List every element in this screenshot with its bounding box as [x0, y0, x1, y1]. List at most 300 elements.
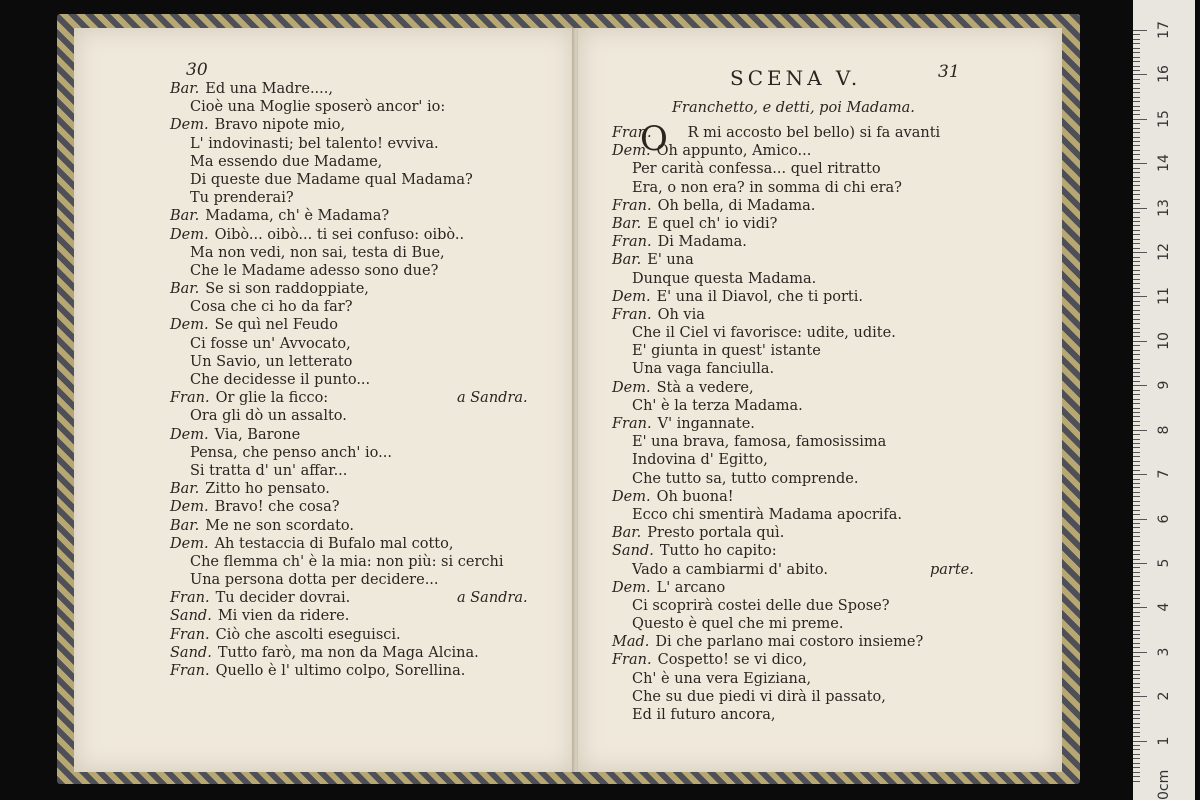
speaker-name: Mad.	[612, 634, 650, 651]
speaker-name: Dem.	[612, 579, 651, 596]
ruler-tick	[1133, 39, 1140, 40]
ruler-tick	[1133, 163, 1147, 164]
text-line	[612, 397, 1052, 415]
text-line	[170, 662, 560, 680]
ruler-tick	[1133, 425, 1140, 426]
ruler-tick	[1133, 501, 1140, 502]
stage-direction: a Sandra.	[457, 390, 528, 407]
line-text: Cosa che ci ho da far?	[190, 299, 353, 316]
ruler-tick	[1133, 194, 1140, 195]
ruler-tick	[1133, 376, 1140, 377]
speaker-name: Bar.	[170, 208, 200, 225]
ruler-tick	[1133, 30, 1147, 31]
text-line	[612, 415, 1052, 433]
text-line	[612, 379, 1052, 397]
ruler-tick	[1133, 225, 1140, 226]
ruler-tick	[1133, 514, 1140, 515]
stage-direction: parte.	[930, 561, 974, 578]
ruler-tick	[1133, 741, 1147, 742]
speaker-name: Bar.	[612, 525, 642, 542]
ruler-tick	[1133, 776, 1140, 777]
ruler-tick	[1133, 576, 1140, 577]
speaker-name: Sand.	[612, 543, 654, 560]
speaker-name: Bar.	[170, 481, 200, 498]
line-text: R mi accosto bel bello) si fa avanti	[687, 125, 941, 141]
line-text: Cospetto! se vi dico,	[657, 652, 807, 669]
ruler-tick	[1133, 665, 1140, 666]
ruler-tick	[1133, 368, 1140, 369]
ruler-number: 13	[1156, 198, 1172, 217]
ruler-tick	[1133, 141, 1140, 142]
line-text: Una persona dotta per decidere...	[190, 572, 439, 589]
line-text: Ci scoprirà costei delle due Spose?	[632, 597, 890, 614]
line-text: Cioè una Moglie sposerò ancor' io:	[190, 99, 446, 116]
ruler-tick	[1133, 456, 1140, 457]
text-line	[612, 706, 1052, 724]
ruler-tick	[1133, 594, 1140, 595]
text-line	[170, 553, 560, 571]
text-line	[170, 644, 560, 662]
speaker-name: Sand.	[170, 608, 212, 625]
ruler-tick	[1133, 638, 1140, 639]
line-text: Ci fosse un' Avvocato,	[190, 335, 351, 352]
ruler-tick	[1133, 607, 1147, 608]
ruler-tick	[1133, 52, 1140, 53]
speaker-name: Fran.	[170, 590, 210, 607]
ruler-tick	[1133, 749, 1140, 750]
ruler-tick	[1133, 252, 1147, 253]
text-line	[612, 160, 1052, 178]
ruler-tick	[1133, 345, 1140, 346]
ruler-tick	[1133, 603, 1140, 604]
ruler-tick	[1133, 217, 1140, 218]
ruler-number: 10	[1156, 331, 1172, 350]
ruler-tick	[1133, 505, 1140, 506]
ruler-tick	[1133, 385, 1147, 386]
ruler-number: 14	[1156, 154, 1172, 173]
ruler-tick	[1133, 550, 1140, 551]
right-page-number: 31	[938, 62, 960, 82]
ruler-tick	[1133, 350, 1140, 351]
line-text: Oh buona!	[656, 488, 734, 505]
ruler-tick	[1133, 532, 1140, 533]
text-line	[612, 688, 1052, 706]
text-line	[612, 179, 1052, 197]
text-line	[612, 524, 1052, 542]
line-text: Ma essendo due Madame,	[190, 153, 383, 170]
ruler-tick	[1133, 123, 1140, 124]
ruler-tick	[1133, 563, 1147, 564]
ruler-tick	[1133, 434, 1140, 435]
text-line	[612, 433, 1052, 451]
ruler-tick	[1133, 487, 1140, 488]
ruler-tick	[1133, 172, 1140, 173]
text-line	[170, 371, 560, 389]
line-text: Che flemma ch' è la mia: non più: si cerchi	[190, 553, 504, 570]
ruler-tick	[1133, 523, 1140, 524]
ruler-tick	[1133, 145, 1140, 146]
text-line	[612, 360, 1052, 378]
ruler-tick	[1133, 154, 1140, 155]
ruler-tick	[1133, 581, 1140, 582]
text-line	[170, 498, 560, 516]
line-text: Se quì nel Feudo	[214, 317, 338, 334]
ruler-tick	[1133, 279, 1140, 280]
line-text: E' una il Diavol, che ti porti.	[656, 288, 863, 305]
line-text: Presto portala quì.	[647, 525, 785, 542]
ruler-tick	[1133, 181, 1140, 182]
ruler-tick	[1133, 541, 1140, 542]
line-text: Quello è l' ultimo colpo, Sorellina.	[215, 663, 466, 679]
text-line	[170, 444, 560, 462]
ruler-number: 11	[1156, 287, 1172, 306]
line-text: Madama, ch' è Madama?	[205, 208, 390, 225]
line-text: Di che parlano mai costoro insieme?	[655, 634, 924, 651]
ruler-tick	[1133, 559, 1140, 560]
ruler-tick	[1133, 57, 1140, 58]
text-line	[612, 579, 1052, 597]
ruler-tick	[1133, 439, 1140, 440]
ruler-number: 16	[1156, 65, 1172, 84]
ruler-tick	[1133, 314, 1140, 315]
ruler-tick	[1133, 736, 1140, 737]
text-line	[612, 470, 1052, 488]
line-text: Ora gli dò un assalto.	[190, 408, 347, 425]
ruler-tick	[1133, 336, 1140, 337]
text-line	[612, 542, 1052, 560]
ruler-tick	[1133, 79, 1140, 80]
line-text: Dunque questa Madama.	[632, 270, 817, 287]
ruler-tick	[1133, 34, 1140, 35]
ruler-tick	[1133, 159, 1140, 160]
line-text: Tutto farò, ma non da Maga Alcina.	[217, 644, 479, 661]
ruler-tick	[1133, 479, 1140, 480]
line-text: Questo è quel che mi preme.	[632, 616, 844, 633]
text-line	[612, 233, 1052, 251]
line-text: L' indovinasti; bel talento! evviva.	[190, 135, 439, 152]
ruler-tick	[1133, 470, 1140, 471]
speaker-name: Dem.	[170, 499, 209, 516]
line-text: Che su due piedi vi dirà il passato,	[632, 688, 886, 705]
text-line	[612, 488, 1052, 506]
text-line	[170, 135, 560, 153]
ruler-tick	[1133, 527, 1140, 528]
ruler-tick	[1133, 257, 1140, 258]
line-text: Una vaga fanciulla.	[632, 361, 775, 378]
ruler-tick	[1133, 150, 1140, 151]
text-line	[170, 571, 560, 589]
line-text: E' una brava, famosa, famosissima	[632, 434, 887, 451]
ruler-tick	[1133, 443, 1140, 444]
ruler-tick	[1133, 465, 1140, 466]
ruler-tick	[1133, 496, 1140, 497]
ruler-tick	[1133, 88, 1140, 89]
ruler-tick	[1133, 70, 1140, 71]
ruler-tick	[1133, 519, 1147, 520]
ruler-tick	[1133, 203, 1140, 204]
ruler-tick	[1133, 625, 1140, 626]
speaker-name: Dem.	[170, 117, 209, 134]
text-line	[612, 506, 1052, 524]
text-line	[170, 335, 560, 353]
ruler-tick	[1133, 652, 1147, 653]
ruler-tick	[1133, 296, 1147, 297]
scene-heading: SCENA V.	[730, 66, 862, 90]
ruler-tick	[1133, 74, 1147, 75]
ruler-tick	[1133, 674, 1140, 675]
ruler-tick	[1133, 758, 1140, 759]
ruler-tick	[1133, 372, 1140, 373]
ruler-tick	[1133, 545, 1140, 546]
ruler-tick	[1133, 727, 1140, 728]
text-line	[612, 651, 1052, 669]
line-text: Di Madama.	[657, 234, 747, 251]
ruler-tick	[1133, 781, 1140, 782]
text-line	[170, 280, 560, 298]
ruler-tick	[1133, 114, 1140, 115]
line-text: Ed una Madre....,	[205, 81, 333, 97]
speaker-name: Fran.	[612, 234, 652, 251]
speaker-name: Bar.	[612, 252, 642, 269]
text-line	[612, 197, 1052, 215]
text-line	[170, 535, 560, 553]
text-line	[612, 288, 1052, 306]
line-text: Si tratta d' un' affar...	[190, 462, 348, 479]
drop-cap: O	[640, 119, 668, 159]
ruler-tick	[1133, 647, 1140, 648]
ruler-tick	[1133, 234, 1140, 235]
text-line	[170, 426, 560, 444]
ruler-tick	[1133, 683, 1140, 684]
text-line	[170, 353, 560, 371]
ruler-tick	[1133, 212, 1140, 213]
text-line	[170, 189, 560, 207]
line-text: Un Savio, un letterato	[190, 353, 353, 370]
ruler-tick	[1133, 332, 1140, 333]
ruler-tick	[1133, 101, 1140, 102]
ruler-tick	[1133, 687, 1140, 688]
ruler-tick	[1133, 772, 1140, 773]
text-line	[170, 589, 560, 607]
text-line	[170, 98, 560, 116]
line-text: Oibò... oibò... ti sei confuso: oibò..	[214, 226, 465, 243]
ruler-tick	[1133, 732, 1140, 733]
speaker-name: Bar.	[612, 215, 642, 232]
line-text: Tu prenderai?	[190, 190, 294, 207]
speaker-name: Fran.	[612, 416, 652, 432]
ruler-tick	[1133, 416, 1140, 417]
ruler-tick	[1133, 283, 1140, 284]
speaker-name: Dem.	[612, 288, 651, 305]
line-text: Oh via	[657, 306, 705, 323]
text-line	[612, 670, 1052, 688]
scene-characters: Franchetto, e detti, poi Madama.	[672, 100, 915, 116]
line-text: Che decidesse il punto...	[190, 372, 371, 388]
ruler-tick	[1133, 119, 1147, 120]
stage-direction: a Sandra.	[457, 590, 528, 607]
text-line	[170, 517, 560, 535]
text-line	[170, 80, 560, 98]
ruler-tick	[1133, 106, 1140, 107]
ruler-tick	[1133, 696, 1147, 697]
speaker-name: Fran.	[612, 197, 652, 214]
ruler-tick	[1133, 408, 1140, 409]
line-text: Bravo! che cosa?	[214, 499, 340, 516]
line-text: Mi vien da ridere.	[217, 608, 350, 625]
ruler-tick	[1133, 43, 1140, 44]
ruler-tick	[1133, 66, 1140, 67]
ruler-tick	[1133, 394, 1140, 395]
text-line	[612, 633, 1052, 651]
speaker-name: Fran.	[170, 390, 210, 407]
ruler-tick	[1133, 678, 1140, 679]
ruler-tick	[1133, 270, 1140, 271]
text-line	[170, 316, 560, 334]
speaker-name: Dem.	[170, 317, 209, 334]
ruler-tick	[1133, 670, 1140, 671]
line-text: Tutto ho capito:	[659, 543, 777, 560]
text-line	[612, 124, 1052, 142]
ruler-tick	[1133, 643, 1140, 644]
ruler-tick	[1133, 616, 1140, 617]
ruler-tick	[1133, 714, 1140, 715]
ruler-tick	[1133, 474, 1147, 475]
ruler-tick	[1133, 230, 1140, 231]
line-text: Oh bella, di Madama.	[657, 197, 816, 214]
text-line	[170, 480, 560, 498]
ruler-tick	[1133, 403, 1140, 404]
ruler-tick	[1133, 199, 1140, 200]
text-line	[170, 626, 560, 644]
left-page-number: 30	[186, 60, 208, 80]
ruler-number: 6	[1156, 514, 1172, 523]
text-line	[170, 389, 560, 407]
ruler-tick	[1133, 274, 1140, 275]
line-text: Pensa, che penso anch' io...	[190, 444, 392, 461]
ruler-number: 3	[1156, 647, 1172, 657]
ruler-tick	[1133, 723, 1140, 724]
ruler-tick	[1133, 363, 1140, 364]
line-text: Di queste due Madame qual Madama?	[190, 171, 473, 188]
ruler-tick	[1133, 692, 1140, 693]
ruler-tick	[1133, 421, 1140, 422]
speaker-name: Fran.	[170, 626, 210, 643]
ruler-tick	[1133, 510, 1140, 511]
line-text: Stà a vedere,	[656, 379, 754, 396]
line-text: Tu decider dovrai.	[215, 590, 351, 607]
ruler-tick	[1133, 137, 1140, 138]
ruler-tick	[1133, 319, 1140, 320]
text-line	[170, 153, 560, 171]
line-text: Ecco chi smentirà Madama apocrifa.	[632, 506, 903, 523]
ruler-tick	[1133, 354, 1140, 355]
line-text: Bravo nipote mio,	[214, 117, 346, 134]
ruler-tick	[1133, 710, 1140, 711]
ruler-number: 12	[1156, 243, 1172, 261]
ruler-number: 1	[1156, 736, 1172, 746]
ruler-tick	[1133, 341, 1147, 342]
ruler-tick	[1133, 328, 1140, 329]
ruler-tick	[1133, 359, 1140, 360]
ruler-tick	[1133, 763, 1140, 764]
speaker-name: Fran.	[612, 306, 652, 323]
ruler-tick	[1133, 461, 1140, 462]
ruler-tick	[1133, 208, 1147, 209]
ruler-tick	[1133, 265, 1140, 266]
line-text: Or glie la ficco:	[215, 390, 329, 407]
ruler-tick	[1133, 48, 1140, 49]
text-line	[612, 306, 1052, 324]
ruler-tick	[1133, 585, 1140, 586]
ruler-tick	[1133, 292, 1140, 293]
ruler-tick	[1133, 310, 1140, 311]
ruler-tick	[1133, 110, 1140, 111]
ruler-tick	[1133, 190, 1140, 191]
ruler-tick	[1133, 452, 1140, 453]
ruler-tick	[1133, 92, 1140, 93]
line-text: Via, Barone	[214, 426, 301, 443]
speaker-name: Sand.	[170, 644, 212, 661]
line-text: Che le Madame adesso sono due?	[190, 262, 439, 279]
line-text: Ch' è la terza Madama.	[632, 397, 803, 414]
ruler-tick	[1133, 128, 1140, 129]
text-line	[170, 607, 560, 625]
text-line	[612, 142, 1052, 160]
text-line	[612, 561, 1052, 579]
line-text: Vado a cambiarmi d' abito.	[632, 561, 829, 578]
ruler-tick	[1133, 221, 1140, 222]
ruler-number: 9	[1156, 380, 1172, 390]
line-text: Ah testaccia di Bufalo mal cotto,	[214, 535, 454, 552]
ruler-tick	[1133, 767, 1140, 768]
text-line	[170, 407, 560, 425]
text-line	[170, 116, 560, 134]
ruler-tick	[1133, 430, 1147, 431]
ruler-tick	[1133, 483, 1140, 484]
text-line	[612, 324, 1052, 342]
measurement-ruler	[1133, 0, 1195, 800]
ruler-tick	[1133, 97, 1140, 98]
ruler-tick	[1133, 132, 1140, 133]
ruler-tick	[1133, 656, 1140, 657]
text-line	[170, 262, 560, 280]
speaker-name: Dem.	[612, 379, 651, 396]
speaker-name: Fran.	[170, 663, 210, 679]
ruler-tick	[1133, 621, 1140, 622]
ruler-tick	[1133, 612, 1140, 613]
ruler-tick	[1133, 412, 1140, 413]
text-line	[612, 215, 1052, 233]
text-line	[612, 342, 1052, 360]
text-line	[612, 597, 1052, 615]
ruler-tick	[1133, 630, 1140, 631]
line-text: E' giunta in quest' istante	[632, 343, 821, 360]
right-page-text	[612, 119, 1052, 724]
ruler-number: 15	[1156, 109, 1172, 128]
text-line	[170, 244, 560, 262]
ruler-tick	[1133, 301, 1140, 302]
line-text: Per carità confessa... quel ritratto	[632, 161, 881, 178]
text-line	[612, 251, 1052, 269]
text-line	[170, 226, 560, 244]
text-line	[170, 462, 560, 480]
text-line	[612, 451, 1052, 469]
ruler-tick	[1133, 248, 1140, 249]
ruler-tick	[1133, 718, 1140, 719]
speaker-name: Bar.	[170, 517, 200, 534]
ruler-tick	[1133, 754, 1140, 755]
ruler-tick	[1133, 705, 1140, 706]
